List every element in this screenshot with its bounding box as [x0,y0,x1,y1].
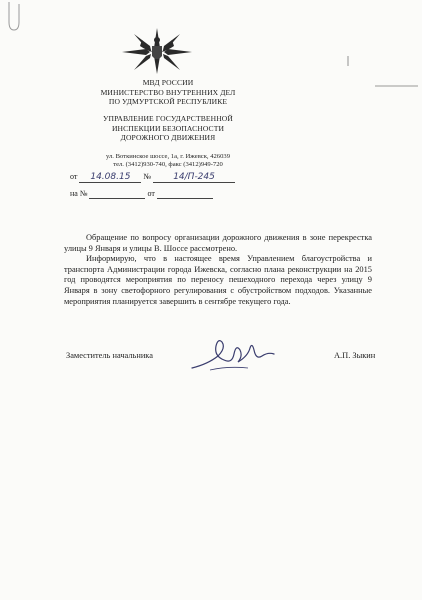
handwritten-signature [188,334,278,374]
dept-header [58,114,278,143]
mvd-emblem-icon [116,26,198,76]
registration-line [70,172,235,183]
reply-date-field [157,189,213,199]
date-label: от [70,172,78,181]
address: ул. Воткинское шоссе, 1а, г. Ижевск, 426039 [105,153,230,160]
body-paragraph: Обращение по вопросу организации дорожного движения в зоне перекрестка улицы 9 Января и улицы В. Шоссе рассмотрено. [64,233,372,253]
dept-line: ИНСПЕКЦИИ БЕЗОПАСНОСТИ [111,123,225,133]
signature-name: А.П. Зыкин [334,351,376,360]
staple-mark [0,0,30,50]
reply-number-field [89,189,145,199]
reply-line [70,189,213,199]
reply-label: на № [70,189,88,198]
org-line: МВД РОССИИ [142,78,194,87]
signature-title: Заместитель начальника [66,351,153,360]
number-label: № [143,172,152,181]
org-line: ПО УДМУРТСКОЙ РЕСПУБЛИКЕ [108,97,228,107]
org-line: МИНИСТЕРСТВО ВНУТРЕННИХ ДЕЛ [100,87,236,97]
dept-line: УПРАВЛЕНИЕ ГОСУДАРСТВЕННОЙ [103,114,233,123]
phone: тел. (3412)930-740, факс (3412)949-720 [113,161,223,168]
body-paragraph: Информирую, что в настоящее время Управлением благоустройства и транспорта Администрации города Ижевска, согласно плана реконструкции на 2015 год проводятся мероприятия по переносу пешеходного перехода через улицу 9 Января в зону светофорного регулирования с обустройством подходов. Указанные мероприятия планируется завершить в сентябре текущего года. [64,254,372,306]
number-value: 14/П-245 [153,172,235,183]
margin-marks [330,50,422,110]
date-value: 14.08.15 [79,172,141,183]
dept-line: ДОРОЖНОГО ДВИЖЕНИЯ [120,133,216,143]
letter-body [64,233,372,307]
org-header [58,78,278,107]
reply-from-label: от [147,189,155,198]
